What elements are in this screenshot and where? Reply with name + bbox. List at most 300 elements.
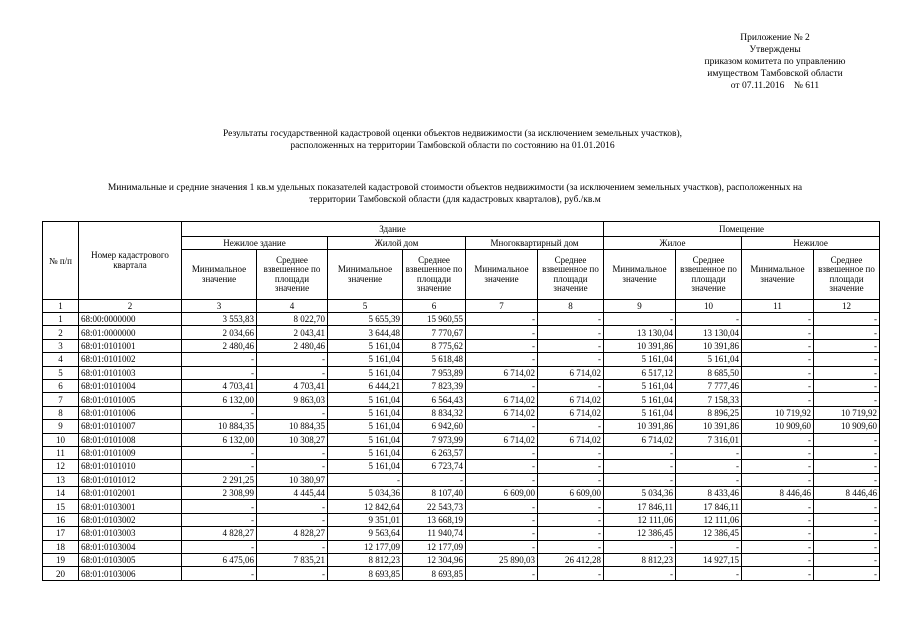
value-cell: 12 842,64: [328, 500, 403, 513]
value-cell: 13 668,19: [403, 513, 466, 526]
column-number: 7: [466, 300, 538, 313]
header-quarter: Номер кадастрового квартала: [79, 222, 182, 300]
value-cell: 25 890,03: [466, 554, 538, 567]
value-cell: 17 846,11: [604, 500, 676, 513]
value-cell: 9 351,01: [328, 513, 403, 526]
value-cell: 6 714,02: [604, 433, 676, 446]
header-min: Минимальное значение: [604, 250, 676, 300]
value-cell: -: [538, 460, 604, 473]
table-row: [43, 487, 880, 500]
header-avg: Среднее взвешенное по площади значение: [676, 250, 742, 300]
value-cell: -: [742, 460, 814, 473]
value-cell: 8 022,70: [257, 313, 328, 326]
value-cell: -: [814, 446, 880, 459]
table-row: [43, 313, 880, 326]
value-cell: 2 034,66: [182, 326, 257, 339]
value-cell: 5 161,04: [328, 393, 403, 406]
table-row: [43, 353, 880, 366]
column-number: 2: [79, 300, 182, 313]
quarter-number: 68:01:0103003: [79, 527, 182, 540]
value-cell: 12 386,45: [676, 527, 742, 540]
value-cell: 6 723,74: [403, 460, 466, 473]
value-cell: 7 158,33: [676, 393, 742, 406]
value-cell: 26 412,28: [538, 554, 604, 567]
value-cell: 5 161,04: [328, 366, 403, 379]
value-cell: 7 835,21: [257, 554, 328, 567]
document-title: [100, 128, 805, 152]
table-row: [43, 500, 880, 513]
value-cell: -: [257, 500, 328, 513]
header-building: Здание: [182, 222, 604, 237]
value-cell: 5 161,04: [328, 353, 403, 366]
subtitle-line-2: территории Тамбовской области (для кадастровых кварталов), руб./кв.м: [309, 195, 601, 205]
value-cell: -: [538, 540, 604, 553]
header-min: Минимальное значение: [182, 250, 257, 300]
approval-line-5: от 07.11.2016 № 611: [730, 81, 820, 91]
value-cell: -: [676, 473, 742, 486]
value-cell: 5 161,04: [604, 406, 676, 419]
value-cell: 12 386,45: [604, 527, 676, 540]
value-cell: 6 609,00: [538, 487, 604, 500]
value-cell: 2 480,46: [182, 339, 257, 352]
value-cell: 6 714,02: [538, 393, 604, 406]
value-cell: -: [466, 339, 538, 352]
value-cell: 4 703,41: [182, 379, 257, 392]
value-cell: 7 316,01: [676, 433, 742, 446]
value-cell: 8 446,46: [814, 487, 880, 500]
value-cell: -: [538, 326, 604, 339]
value-cell: 7 823,39: [403, 379, 466, 392]
value-cell: 6 517,12: [604, 366, 676, 379]
value-cell: 10 909,60: [742, 420, 814, 433]
value-cell: 6 564,43: [403, 393, 466, 406]
value-cell: -: [538, 527, 604, 540]
value-cell: -: [257, 366, 328, 379]
table-row: [43, 379, 880, 392]
value-cell: 4 703,41: [257, 379, 328, 392]
value-cell: -: [814, 513, 880, 526]
table-row: [43, 513, 880, 526]
value-cell: 10 391,86: [604, 339, 676, 352]
value-cell: -: [814, 540, 880, 553]
value-cell: 8 812,23: [604, 554, 676, 567]
header-apartment: Многоквартирный дом: [466, 237, 604, 250]
quarter-number: 68:01:0101008: [79, 433, 182, 446]
value-cell: -: [257, 460, 328, 473]
header-house: Жилой дом: [328, 237, 466, 250]
value-cell: 2 480,46: [257, 339, 328, 352]
value-cell: 12 177,09: [403, 540, 466, 553]
row-number: 18: [43, 540, 79, 553]
value-cell: 5 161,04: [328, 406, 403, 419]
value-cell: 8 693,85: [328, 567, 403, 580]
row-number: 17: [43, 527, 79, 540]
column-number: 1: [43, 300, 79, 313]
quarter-number: 68:01:0000000: [79, 326, 182, 339]
value-cell: -: [257, 513, 328, 526]
row-number: 20: [43, 567, 79, 580]
value-cell: 6 475,06: [182, 554, 257, 567]
column-number: 6: [403, 300, 466, 313]
value-cell: -: [182, 406, 257, 419]
quarter-number: 68:01:0101005: [79, 393, 182, 406]
value-cell: -: [814, 339, 880, 352]
value-cell: -: [466, 513, 538, 526]
value-cell: -: [466, 473, 538, 486]
value-cell: 6 714,02: [466, 393, 538, 406]
value-cell: 8 446,46: [742, 487, 814, 500]
value-cell: -: [742, 446, 814, 459]
value-cell: 8 896,25: [676, 406, 742, 419]
value-cell: -: [466, 500, 538, 513]
header-avg: Среднее взвешенное по площади значение: [403, 250, 466, 300]
value-cell: 7 973,99: [403, 433, 466, 446]
value-cell: -: [814, 326, 880, 339]
value-cell: 6 714,02: [466, 433, 538, 446]
row-number: 3: [43, 339, 79, 352]
value-cell: 13 130,04: [676, 326, 742, 339]
value-cell: 22 543,73: [403, 500, 466, 513]
value-cell: -: [814, 567, 880, 580]
table-row: [43, 527, 880, 540]
value-cell: -: [328, 473, 403, 486]
value-cell: 5 161,04: [328, 339, 403, 352]
value-cell: -: [257, 406, 328, 419]
value-cell: -: [814, 366, 880, 379]
value-cell: 10 909,60: [814, 420, 880, 433]
table-row: [43, 326, 880, 339]
table-row: [43, 460, 880, 473]
table-row: [43, 366, 880, 379]
value-cell: -: [257, 567, 328, 580]
table-row: [43, 540, 880, 553]
value-cell: -: [257, 353, 328, 366]
value-cell: -: [257, 540, 328, 553]
value-cell: -: [742, 554, 814, 567]
value-cell: 5 655,39: [328, 313, 403, 326]
value-cell: 10 884,35: [182, 420, 257, 433]
header-num: № п/п: [43, 222, 79, 300]
value-cell: -: [182, 513, 257, 526]
value-cell: 5 161,04: [328, 420, 403, 433]
value-cell: -: [538, 473, 604, 486]
value-cell: -: [742, 500, 814, 513]
row-number: 7: [43, 393, 79, 406]
value-cell: 4 828,27: [182, 527, 257, 540]
value-cell: -: [814, 433, 880, 446]
value-cell: 11 940,74: [403, 527, 466, 540]
quarter-number: 68:01:0103002: [79, 513, 182, 526]
subtitle-line-1: Минимальные и средние значения 1 кв.м удельных показателей кадастровой стоимости объектов недвижимости (за исключением земельных участков), расположенных на: [107, 183, 803, 193]
value-cell: 5 161,04: [328, 433, 403, 446]
value-cell: -: [742, 366, 814, 379]
value-cell: 6 263,57: [403, 446, 466, 459]
quarter-number: 68:01:0101006: [79, 406, 182, 419]
quarter-number: 68:00:0000000: [79, 313, 182, 326]
row-number: 2: [43, 326, 79, 339]
header-min: Минимальное значение: [466, 250, 538, 300]
table-row: [43, 433, 880, 446]
value-cell: 5 161,04: [604, 379, 676, 392]
value-cell: -: [466, 540, 538, 553]
value-cell: -: [538, 313, 604, 326]
value-cell: 3 644,48: [328, 326, 403, 339]
quarter-number: 68:01:0101003: [79, 366, 182, 379]
table-row: [43, 393, 880, 406]
value-cell: -: [466, 460, 538, 473]
value-cell: 10 391,86: [604, 420, 676, 433]
column-number: 9: [604, 300, 676, 313]
value-cell: -: [814, 379, 880, 392]
table-row: [43, 554, 880, 567]
value-cell: 14 927,15: [676, 554, 742, 567]
value-cell: -: [814, 313, 880, 326]
value-cell: 8 693,85: [403, 567, 466, 580]
row-number: 15: [43, 500, 79, 513]
header-avg: Среднее взвешенное по площади значение: [814, 250, 880, 300]
quarter-number: 68:01:0103005: [79, 554, 182, 567]
value-cell: 9 863,03: [257, 393, 328, 406]
value-cell: 2 291,25: [182, 473, 257, 486]
value-cell: 10 391,86: [676, 339, 742, 352]
value-cell: 10 391,86: [676, 420, 742, 433]
value-cell: -: [182, 446, 257, 459]
approval-line-2: Утверждены: [749, 45, 801, 55]
value-cell: -: [676, 313, 742, 326]
value-cell: -: [466, 446, 538, 459]
quarter-number: 68:01:0103004: [79, 540, 182, 553]
value-cell: -: [742, 313, 814, 326]
title-line-1: Результаты государственной кадастровой оценки объектов недвижимости (за исключением земельных участков),: [222, 129, 683, 139]
row-number: 8: [43, 406, 79, 419]
value-cell: 3 553,83: [182, 313, 257, 326]
value-cell: 8 685,50: [676, 366, 742, 379]
value-cell: 6 714,02: [538, 366, 604, 379]
value-cell: 17 846,11: [676, 500, 742, 513]
value-cell: 9 563,64: [328, 527, 403, 540]
value-cell: -: [538, 500, 604, 513]
value-cell: -: [814, 353, 880, 366]
value-cell: 7 777,46: [676, 379, 742, 392]
value-cell: -: [182, 366, 257, 379]
table-subtitle: [50, 182, 860, 206]
value-cell: 6 609,00: [466, 487, 538, 500]
header-avg: Среднее взвешенное по площади значение: [257, 250, 328, 300]
value-cell: 2 043,41: [257, 326, 328, 339]
header-avg: Среднее взвешенное по площади значение: [538, 250, 604, 300]
table-body: [43, 313, 880, 581]
table-row: [43, 339, 880, 352]
header-premises: Помещение: [604, 222, 880, 237]
value-cell: -: [604, 473, 676, 486]
quarter-number: 68:01:0101004: [79, 379, 182, 392]
row-number: 12: [43, 460, 79, 473]
value-cell: 5 161,04: [604, 353, 676, 366]
value-cell: -: [466, 420, 538, 433]
value-cell: 13 130,04: [604, 326, 676, 339]
value-cell: -: [676, 460, 742, 473]
value-cell: -: [742, 433, 814, 446]
value-cell: 12 111,06: [676, 513, 742, 526]
value-cell: 8 812,23: [328, 554, 403, 567]
value-cell: -: [676, 540, 742, 553]
value-cell: 8 834,32: [403, 406, 466, 419]
value-cell: -: [742, 393, 814, 406]
quarter-number: 68:01:0101010: [79, 460, 182, 473]
value-cell: 4 828,27: [257, 527, 328, 540]
title-line-2: расположенных на территории Тамбовской области по состоянию на 01.01.2016: [290, 141, 615, 151]
column-number: 11: [742, 300, 814, 313]
quarter-number: 68:01:0101007: [79, 420, 182, 433]
value-cell: -: [742, 353, 814, 366]
value-cell: -: [182, 567, 257, 580]
column-number: 8: [538, 300, 604, 313]
value-cell: 8 107,40: [403, 487, 466, 500]
value-cell: -: [814, 473, 880, 486]
value-cell: -: [538, 379, 604, 392]
quarter-number: 68:01:0101001: [79, 339, 182, 352]
value-cell: 6 714,02: [466, 366, 538, 379]
value-cell: -: [814, 393, 880, 406]
approval-block: [690, 32, 860, 92]
value-cell: 10 719,92: [742, 406, 814, 419]
row-number: 1: [43, 313, 79, 326]
column-number: 12: [814, 300, 880, 313]
quarter-number: 68:01:0101002: [79, 353, 182, 366]
value-cell: -: [182, 353, 257, 366]
value-cell: -: [257, 446, 328, 459]
valuation-table: [42, 221, 880, 581]
value-cell: -: [676, 446, 742, 459]
value-cell: -: [814, 460, 880, 473]
value-cell: 7 770,67: [403, 326, 466, 339]
row-number: 6: [43, 379, 79, 392]
header-nonresidential: Нежилое: [742, 237, 880, 250]
value-cell: -: [742, 540, 814, 553]
value-cell: -: [604, 540, 676, 553]
table-row: [43, 473, 880, 486]
quarter-number: 68:01:0103001: [79, 500, 182, 513]
value-cell: -: [466, 527, 538, 540]
value-cell: -: [538, 513, 604, 526]
row-number: 5: [43, 366, 79, 379]
value-cell: -: [814, 500, 880, 513]
value-cell: 5 161,04: [676, 353, 742, 366]
value-cell: 10 308,27: [257, 433, 328, 446]
value-cell: -: [466, 326, 538, 339]
approval-line-1: Приложение № 2: [740, 33, 810, 43]
value-cell: 2 308,99: [182, 487, 257, 500]
value-cell: -: [182, 500, 257, 513]
value-cell: -: [742, 339, 814, 352]
value-cell: 6 942,60: [403, 420, 466, 433]
column-number: 5: [328, 300, 403, 313]
value-cell: 6 714,02: [538, 433, 604, 446]
header-nonres-building: Нежилое здание: [182, 237, 328, 250]
value-cell: -: [742, 567, 814, 580]
column-number: 4: [257, 300, 328, 313]
approval-line-4: имуществом Тамбовской области: [707, 69, 843, 79]
row-number: 9: [43, 420, 79, 433]
value-cell: 5 034,36: [328, 487, 403, 500]
value-cell: -: [742, 513, 814, 526]
column-number: 10: [676, 300, 742, 313]
value-cell: 5 161,04: [328, 446, 403, 459]
value-cell: -: [182, 460, 257, 473]
value-cell: -: [538, 567, 604, 580]
header-min: Минимальное значение: [328, 250, 403, 300]
value-cell: -: [538, 339, 604, 352]
value-cell: -: [742, 527, 814, 540]
value-cell: 15 960,55: [403, 313, 466, 326]
quarter-number: 68:01:0103006: [79, 567, 182, 580]
value-cell: 6 132,00: [182, 393, 257, 406]
row-number: 14: [43, 487, 79, 500]
value-cell: -: [814, 527, 880, 540]
value-cell: 8 775,62: [403, 339, 466, 352]
value-cell: 5 618,48: [403, 353, 466, 366]
quarter-number: 68:01:0102001: [79, 487, 182, 500]
value-cell: -: [466, 567, 538, 580]
value-cell: 6 132,00: [182, 433, 257, 446]
value-cell: 5 161,04: [604, 393, 676, 406]
value-cell: -: [466, 379, 538, 392]
value-cell: -: [604, 567, 676, 580]
quarter-number: 68:01:0101009: [79, 446, 182, 459]
value-cell: -: [466, 353, 538, 366]
table-row: [43, 420, 880, 433]
value-cell: 6 444,21: [328, 379, 403, 392]
value-cell: -: [742, 379, 814, 392]
value-cell: 5 161,04: [328, 460, 403, 473]
value-cell: -: [538, 420, 604, 433]
row-number: 19: [43, 554, 79, 567]
value-cell: 12 304,96: [403, 554, 466, 567]
value-cell: -: [538, 353, 604, 366]
value-cell: 10 719,92: [814, 406, 880, 419]
value-cell: -: [466, 313, 538, 326]
table-row: [43, 406, 880, 419]
value-cell: 6 714,02: [466, 406, 538, 419]
value-cell: -: [403, 473, 466, 486]
row-number: 13: [43, 473, 79, 486]
value-cell: 6 714,02: [538, 406, 604, 419]
value-cell: 12 111,06: [604, 513, 676, 526]
row-number: 4: [43, 353, 79, 366]
value-cell: 10 884,35: [257, 420, 328, 433]
value-cell: -: [182, 540, 257, 553]
value-cell: -: [538, 446, 604, 459]
value-cell: 7 953,89: [403, 366, 466, 379]
value-cell: -: [814, 554, 880, 567]
header-residential: Жилое: [604, 237, 742, 250]
quarter-number: 68:01:0101012: [79, 473, 182, 486]
value-cell: -: [604, 460, 676, 473]
value-cell: -: [604, 313, 676, 326]
row-number: 10: [43, 433, 79, 446]
row-number: 11: [43, 446, 79, 459]
value-cell: -: [676, 567, 742, 580]
table-row: [43, 567, 880, 580]
value-cell: -: [742, 326, 814, 339]
value-cell: 10 380,97: [257, 473, 328, 486]
table-row: [43, 446, 880, 459]
column-number: 3: [182, 300, 257, 313]
value-cell: -: [604, 446, 676, 459]
value-cell: 4 445,44: [257, 487, 328, 500]
value-cell: 5 034,36: [604, 487, 676, 500]
value-cell: 12 177,09: [328, 540, 403, 553]
